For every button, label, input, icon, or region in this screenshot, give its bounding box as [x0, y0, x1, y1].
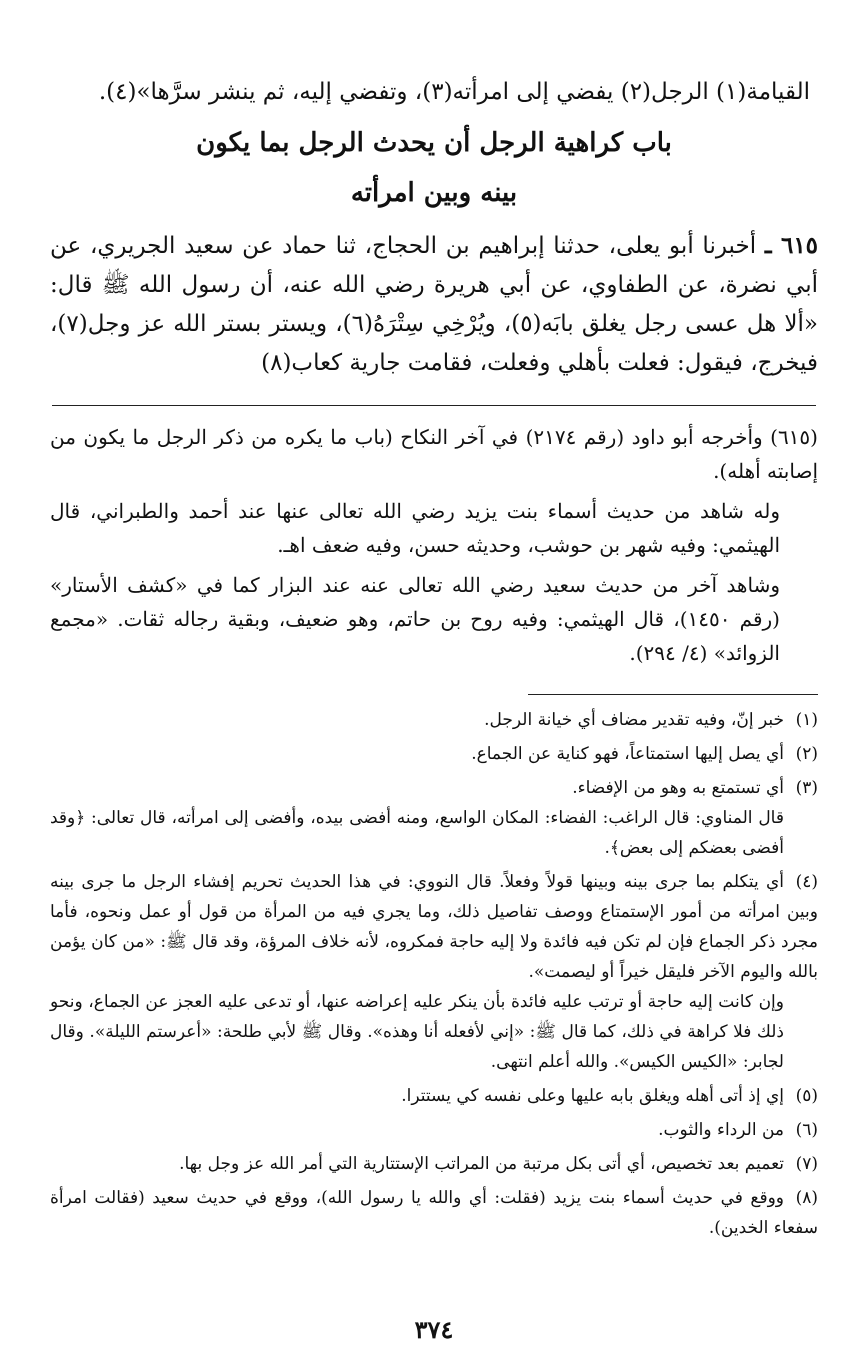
- footnote-number: (٨): [795, 1188, 818, 1208]
- footnote-text: إي إذ أتى أهله ويغلق بابه عليها وعلى نفسه كي يستترا.: [401, 1086, 784, 1106]
- takhrij-section: [50, 420, 818, 670]
- footnote-number: (٥): [795, 1086, 818, 1106]
- footnote-text: أي يتكلم بما جرى بينه وبينها قولاً وفعلاً. قال النووي: في هذا الحديث تحريم إفشاء الرجل ما جرى بينه وبين امرأته من أمور الإستمتاع ووصف تفاصيل ذلك، وما يجري فيه من المرأة من قول أو عمل ونحوه، فأما مجرد ذكر الجماع فإن لم تكن فيه فائدة ولا إليه حاجة فمكروه، لأنه خلاف المرؤة، وقد قال ﷺ: «من كان يؤمن بالله واليوم الآخر فليقل خيراً أو ليصمت».: [50, 872, 818, 982]
- takhrij-paragraph: وشاهد آخر من حديث سعيد رضي الله تعالى عنه عند البزار كما في «كشف الأستار» (رقم ١٤٥٠)، قال الهيثمي: وفيه روح بن حاتم، وهو ضعيف، وبقية رجاله ثقات. «مجمع الزوائد» (٤/ ٢٩٤).: [50, 573, 780, 665]
- footnote-text: أي تستمتع به وهو من الإفضاء.: [572, 778, 784, 798]
- footnote-number: (٢): [795, 744, 818, 764]
- footnote: [50, 705, 818, 735]
- footnote: [50, 1115, 818, 1145]
- footnote: [50, 1183, 818, 1243]
- chapter-heading-line2: بينه وبين امرأته: [350, 178, 518, 208]
- takhrij-paragraph: وله شاهد من حديث أسماء بنت يزيد رضي الله تعالى عنها عند أحمد والطبراني، قال الهيثمي: وفيه شهر بن حوشب، وحديثه حسن، وفيه ضعف اهـ.: [50, 499, 780, 557]
- footnote-number: (٦): [795, 1120, 818, 1140]
- takhrij-paragraph: (٦١٥) وأخرجه أبو داود (رقم ٢١٧٤) في آخر النكاح (باب ما يكره من ذكر الرجل ما يكون من إصابته أهله).: [50, 425, 818, 483]
- footnotes-list: [50, 705, 818, 1243]
- footnote-text: أي يصل إليها استمتاعاً، فهو كناية عن الجماع.: [471, 744, 784, 764]
- continued-hadith-line: القيامة(١) الرجل(٢) يفضي إلى امرأته(٣)، وتفضي إليه، ثم ينشر سرَّها»(٤).: [98, 79, 810, 105]
- hadith-number: ٦١٥ ـ: [764, 232, 819, 259]
- footnote-number: (٧): [795, 1154, 818, 1174]
- hadith-615: [50, 226, 818, 383]
- chapter-heading-line1: باب كراهية الرجل أن يحدث الرجل بما يكون: [196, 128, 672, 158]
- footnote-number: (٣): [795, 778, 818, 798]
- footnote-divider: [528, 694, 818, 695]
- footnote-text: ووقع في حديث أسماء بنت يزيد (فقلت: أي والله يا رسول الله)، ووقع في حديث سعيد (فقالت امرأة سفعاء الخدين).: [50, 1188, 818, 1238]
- footnote-number: (٤): [795, 872, 818, 892]
- footnote-number: (١): [795, 710, 818, 730]
- footnote-text: خبر إنّ، وفيه تقدير مضاف أي خيانة الرجل.: [484, 710, 784, 730]
- page-number: ٣٧٤: [414, 1315, 454, 1344]
- hadith-text: أخبرنا أبو يعلى، حدثنا إبراهيم بن الحجاج، ثنا حماد عن سعيد الجريري، عن أبي نضرة، عن الطفاوي، عن أبي هريرة رضي الله عنه، أن رسول الله ﷺ قال: «ألا هل عسى رجل يغلق بابَه(٥)، ويُرْخِي سِتْرَهُ(٦)، ويستر بستر الله عز وجل(٧)، فيخرج، فيقول: فعلت بأهلي وفعلت، فقامت جارية كعاب(٨): [50, 233, 818, 376]
- footnote: [50, 867, 818, 1077]
- footnote-text: وإن كانت إليه حاجة أو ترتب عليه فائدة بأن ينكر عليه إعراضه عنها، أو تدعى عليه العجز عن الجماع، ونحو ذلك فلا كراهة في ذلك، كما قال ﷺ: «إني لأفعله أنا وهذه». وقال ﷺ لأبي طلحة: «أعرستم الليلة». وقال لجابر: «الكيس الكيس». والله أعلم انتهى.: [50, 992, 784, 1072]
- main-divider: [52, 405, 816, 406]
- footnote-text: من الرداء والثوب.: [658, 1120, 784, 1140]
- footnote: [50, 1081, 818, 1111]
- footnote: [50, 773, 818, 863]
- footnote: [50, 1149, 818, 1179]
- footnote: [50, 739, 818, 769]
- footnote-text: تعميم بعد تخصيص، أي أتى بكل مرتبة من المراتب الإستتارية التي أمر الله عز وجل بها.: [179, 1154, 784, 1174]
- footnote-text: قال المناوي: قال الراغب: الفضاء: المكان الواسع، ومنه أفضى بيده، وأفضى إلى امرأته، قال تعالى: ﴿وقد أفضى بعضكم إلى بعض﴾.: [50, 808, 784, 858]
